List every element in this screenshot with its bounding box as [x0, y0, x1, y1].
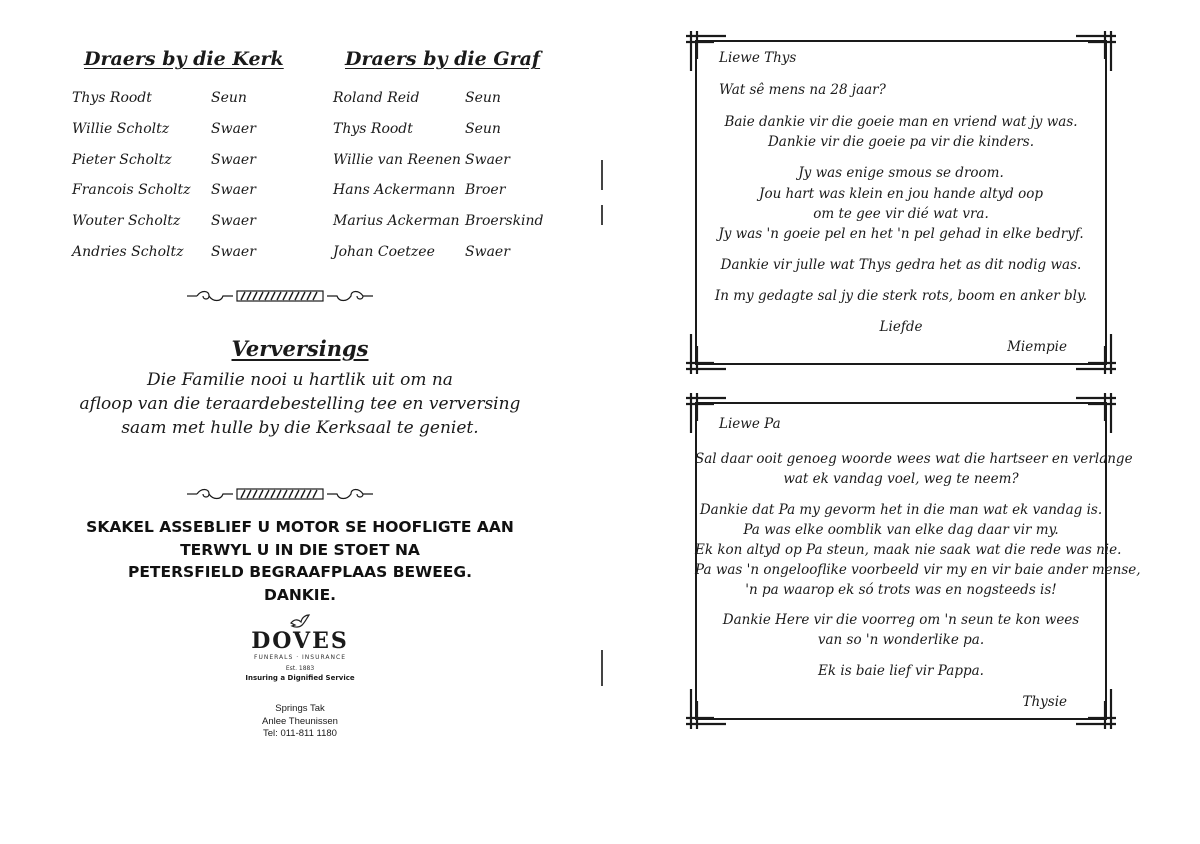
- notice-line: SKAKEL ASSEBLIEF U MOTOR SE HOOFLIGTE AAN: [86, 518, 514, 536]
- logo-subtitle: FUNERALS · INSURANCE: [254, 654, 346, 661]
- bearer-name: Roland Reid: [333, 90, 420, 106]
- bearers-grave-title: Draers by die Graf: [345, 48, 541, 70]
- letter-line: Dankie Here vir die voorreg om 'n seun te kon wees: [722, 612, 1080, 628]
- letter-signature: Thysie: [1022, 694, 1067, 710]
- table-row: [333, 88, 544, 119]
- bearer-name: Thys Roodt: [333, 120, 413, 137]
- branch-info: [230, 703, 370, 741]
- letter-line: Baie dankie vir die goeie man en vriend wat jy was.: [724, 114, 1078, 130]
- refreshments-line: saam met hulle by die Kerksaal te geniet.: [121, 418, 479, 438]
- letter-to-pa: [695, 402, 1141, 720]
- table-row: [333, 211, 544, 242]
- refreshments-text: [60, 368, 540, 440]
- bearer-relation: Seun: [211, 90, 247, 106]
- refreshments-title: Verversings: [231, 336, 369, 361]
- bearer-relation: Swaer: [465, 243, 510, 260]
- letter-line: Jy was enige smous se droom.: [798, 165, 1004, 181]
- letter-opening: Wat sê mens na 28 jaar?: [719, 82, 886, 98]
- bearer-relation: Swaer: [211, 213, 256, 230]
- bearer-name: Johan Coetzee: [333, 243, 435, 260]
- bearer-relation: Broerskind: [465, 213, 544, 230]
- logo-established: Est. 1883: [285, 665, 315, 672]
- logo-brand: DOVES: [251, 628, 349, 654]
- headlights-notice: [30, 516, 570, 606]
- branch-contact: Anlee Theunissen: [262, 715, 338, 727]
- letter-line: Liefde: [879, 319, 923, 335]
- bearer-name: Pieter Scholtz: [72, 151, 172, 168]
- letter-line: Jou hart was klein en jou hande altyd oop: [759, 186, 1043, 202]
- letter-line: Dankie dat Pa my gevorm het in die man wat ek vandag is.: [699, 502, 1103, 518]
- bearer-name: Andries Scholtz: [72, 243, 184, 260]
- letter-line: Pa was elke oomblik van elke dag daar vir my.: [743, 522, 1059, 538]
- bearer-relation: Seun: [465, 120, 501, 137]
- table-row: [72, 119, 284, 150]
- branch-name: Springs Tak: [275, 703, 325, 714]
- table-row: [72, 88, 284, 119]
- table-row: [333, 150, 544, 181]
- letter-line: Pa was 'n ongelooflike voorbeeld vir my en vir baie ander mense,: [695, 562, 1141, 578]
- letter-line: In my gedagte sal jy die sterk rots, boom en anker bly.: [714, 288, 1088, 304]
- bearer-relation: Seun: [465, 90, 501, 106]
- letter-line: Dankie vir julle wat Thys gedra het as dit nodig was.: [720, 257, 1082, 273]
- bearer-relation: Swaer: [211, 243, 256, 260]
- letter-to-thys: [695, 40, 1107, 365]
- bearer-relation: Broer: [465, 182, 506, 199]
- table-row: [72, 150, 284, 181]
- bearer-relation: Swaer: [211, 120, 256, 137]
- table-row: [333, 180, 544, 211]
- branch-phone: Tel: 011-811 1180: [263, 728, 337, 739]
- table-row: [72, 180, 284, 211]
- bearer-name: Willie van Reenen: [333, 151, 461, 168]
- logo-tagline: Insuring a Dignified Service: [245, 674, 355, 682]
- bearer-name: Marius Ackerman: [333, 213, 460, 230]
- refreshments-line: afloop van die teraardebestelling tee en verversing: [79, 394, 521, 414]
- ornament-divider: [185, 288, 375, 304]
- bearer-name: Willie Scholtz: [72, 120, 170, 137]
- letter-line: Ek kon altyd op Pa steun, maak nie saak wat die rede was nie.: [695, 542, 1122, 558]
- table-row: [333, 242, 544, 273]
- bearer-relation: Swaer: [465, 151, 510, 168]
- bearer-name: Hans Ackermann: [333, 182, 456, 199]
- right-page: [600, 0, 1200, 844]
- letter-line: om te gee vir dié wat vra.: [813, 206, 989, 222]
- letter-line: 'n pa waarop ek só trots was en nogsteeds is!: [745, 582, 1057, 598]
- notice-line: PETERSFIELD BEGRAAFPLAAS BEWEEG.: [127, 563, 472, 581]
- doves-logo: [240, 614, 360, 682]
- bearer-name: Wouter Scholtz: [72, 213, 181, 230]
- letter-line: Jy was 'n goeie pel en het 'n pel gehad in elke bedryf.: [718, 226, 1084, 242]
- letter-line: Dankie vir die goeie pa vir die kinders.: [767, 134, 1035, 150]
- bearers-church-title: Draers by die Kerk: [84, 48, 284, 70]
- bearer-relation: Swaer: [211, 182, 256, 199]
- table-row: [333, 119, 544, 150]
- notice-line: TERWYL U IN DIE STOET NA: [180, 540, 420, 559]
- table-row: [72, 211, 284, 242]
- letter-greeting: Liewe Thys: [719, 50, 797, 66]
- letter-line: Sal daar ooit genoeg woorde wees wat die hartseer en verlange: [695, 451, 1133, 467]
- notice-line: DANKIE.: [263, 585, 337, 604]
- letter-greeting: Liewe Pa: [719, 416, 781, 432]
- ornament-divider: [185, 486, 375, 502]
- letter-signature: Miempie: [1007, 339, 1067, 355]
- letter-line: van so 'n wonderlike pa.: [817, 632, 985, 648]
- refreshments-line: Die Familie nooi u hartlik uit om na: [147, 370, 453, 390]
- table-row: [72, 242, 284, 273]
- bearers-grave-table: [333, 48, 544, 273]
- bearers-church-table: [72, 48, 284, 273]
- bearer-relation: Swaer: [211, 151, 256, 168]
- bearer-name: Francois Scholtz: [72, 182, 191, 199]
- letter-line: wat ek vandag voel, weg te neem?: [783, 471, 1019, 487]
- letter-line: Ek is baie lief vir Pappa.: [818, 663, 984, 679]
- bearer-name: Thys Roodt: [72, 90, 152, 106]
